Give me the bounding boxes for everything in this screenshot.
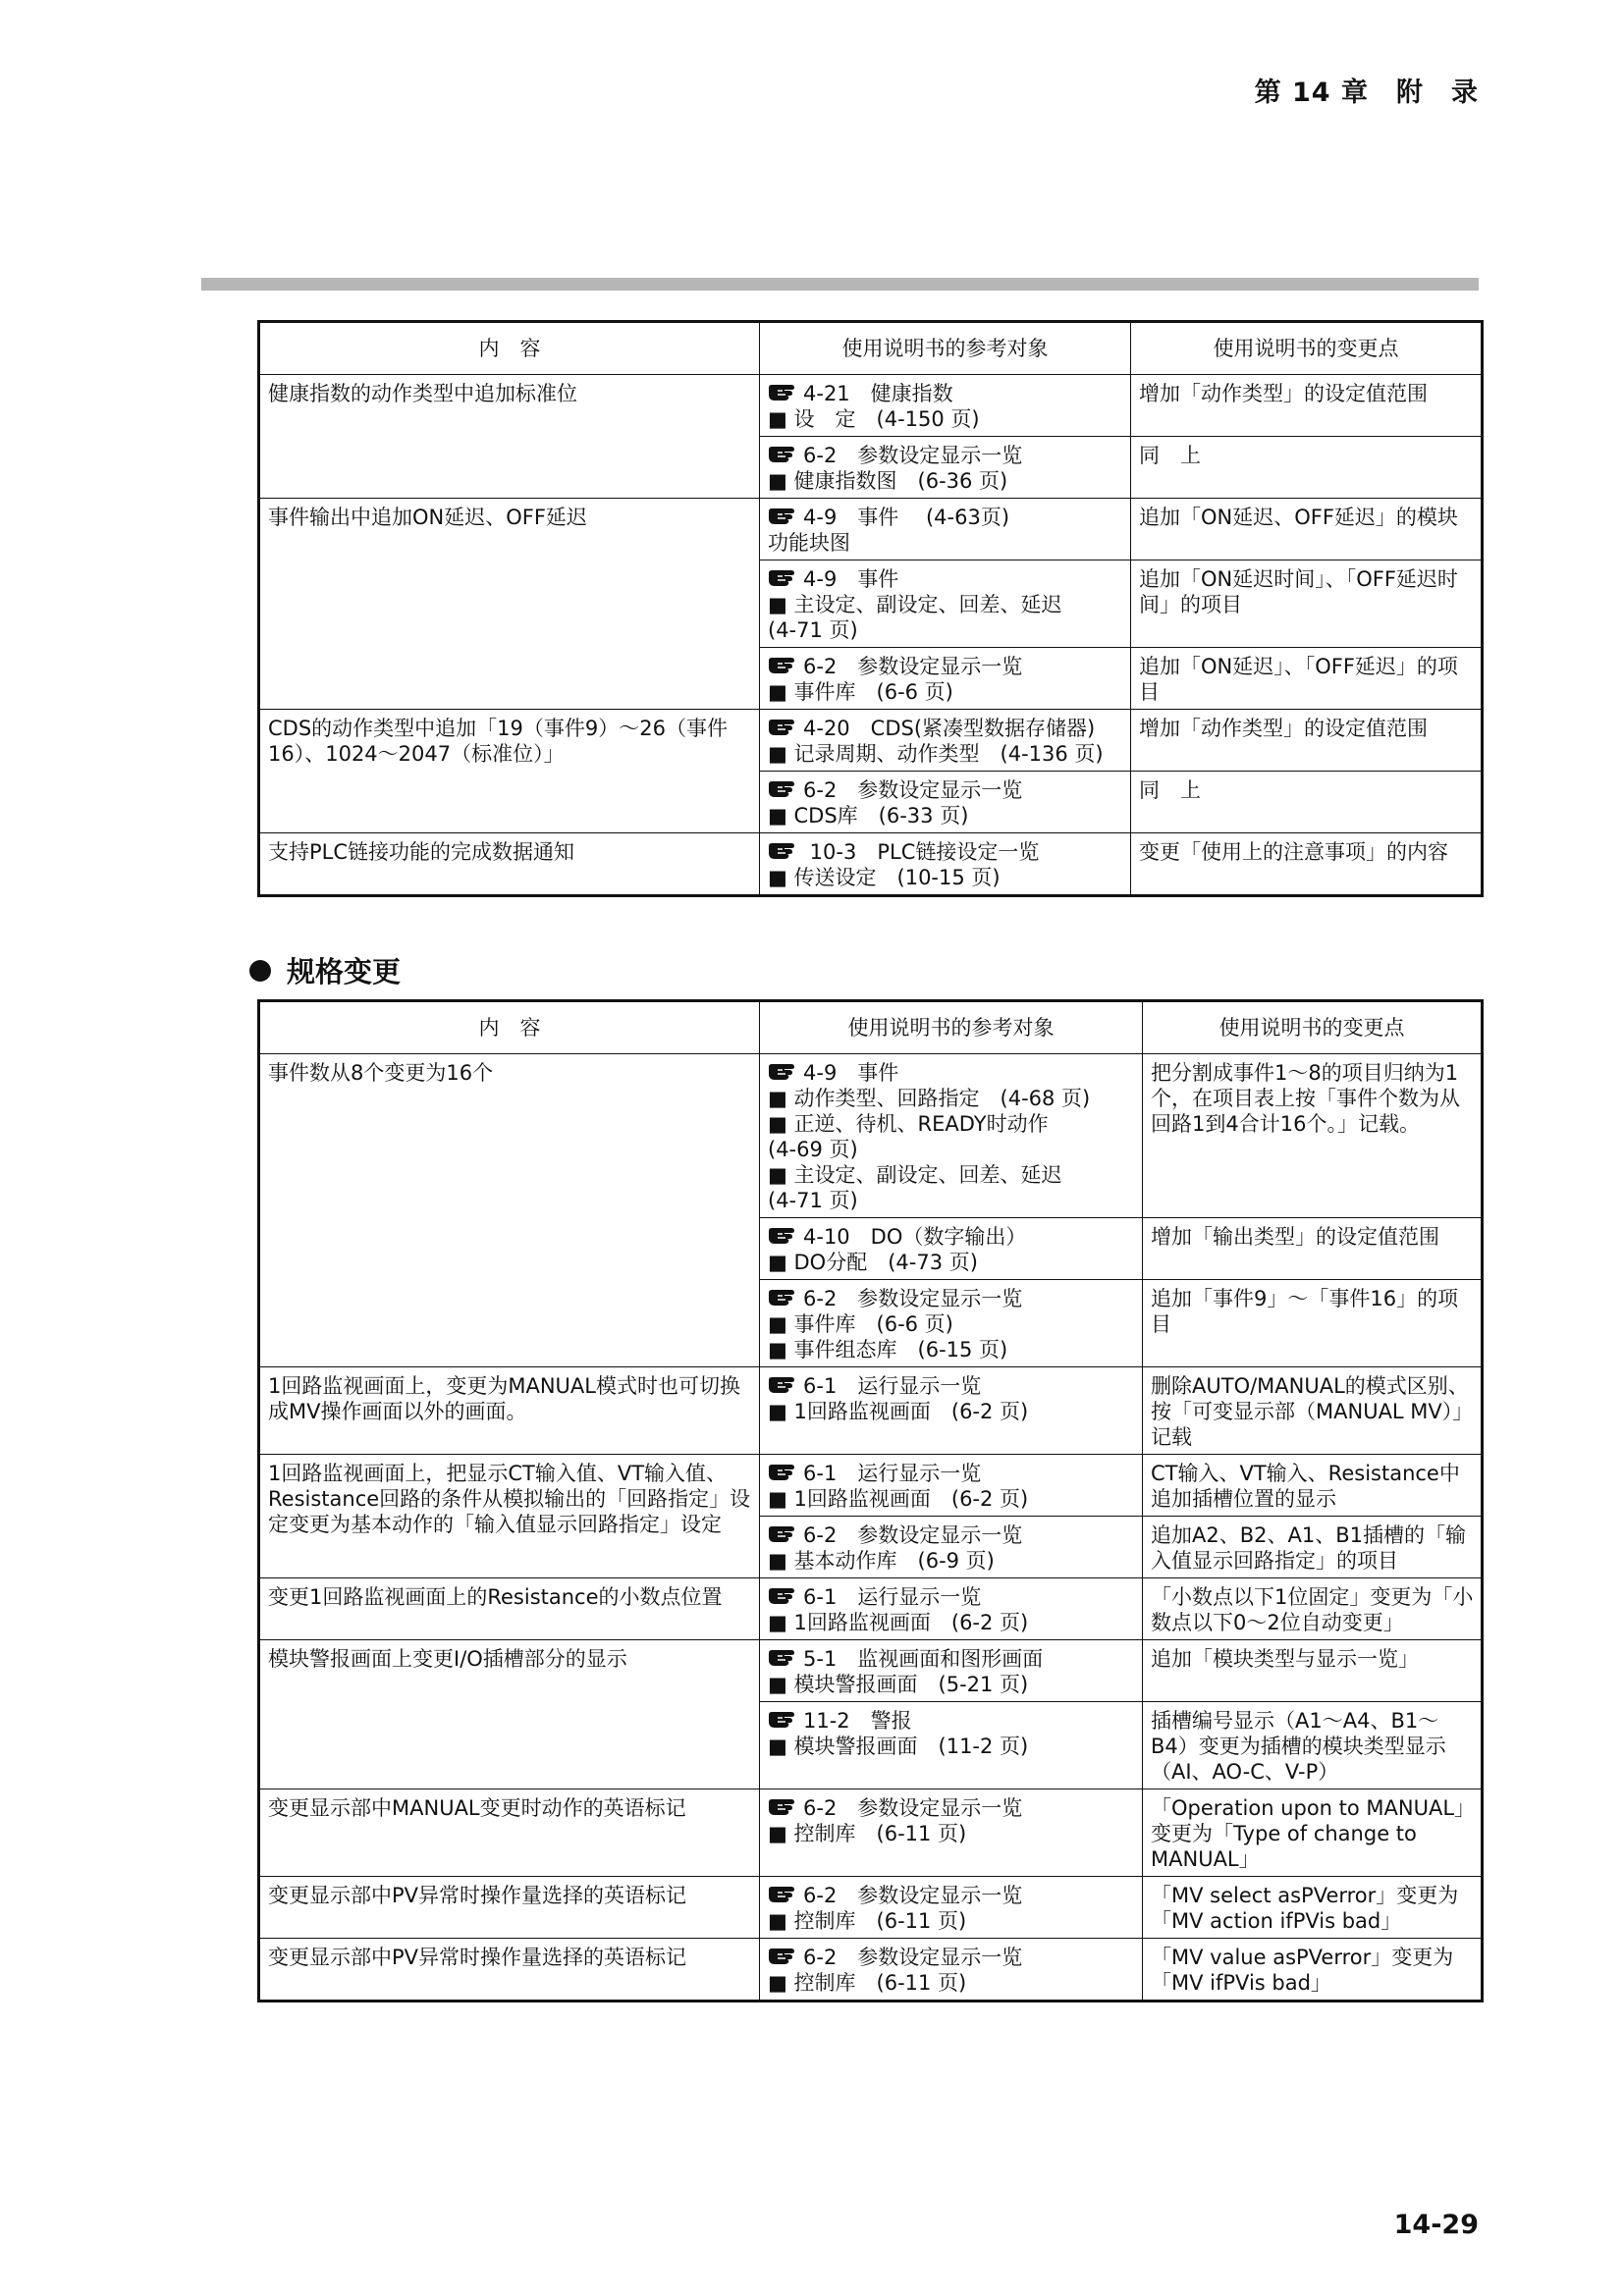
reference-cell (760, 499, 1131, 561)
reference-line (768, 716, 1124, 741)
content-cell: 变更显示部中PV异常时操作量选择的英语标记 (259, 1939, 760, 2002)
reference-cell (760, 833, 1131, 896)
reference-line (768, 443, 1124, 468)
reference-line: ■ 1回路监视画面 (6-2 页) (768, 1611, 1029, 1634)
reference-cell (760, 1367, 1143, 1455)
reference-line (768, 1945, 1136, 1970)
reference-cell (760, 1280, 1143, 1367)
table-row (259, 1877, 1483, 1939)
table-row (259, 1578, 1483, 1640)
reference-line: ■ 基本动作库 (6-9 页) (768, 1549, 995, 1573)
reference-text: 6-2 参数设定显示一览 (803, 655, 1023, 678)
change-cell: 变更「使用上的注意事项」的内容 (1131, 833, 1483, 896)
reference-text: 6-2 参数设定显示一览 (803, 1287, 1023, 1310)
change-cell: CT输入、VT输入、Resistance中追加插槽位置的显示 (1143, 1455, 1483, 1517)
reference-line: ■ 事件库 (6-6 页) (768, 1312, 953, 1336)
header-change: 使用说明书的变更点 (1143, 1001, 1483, 1054)
reference-cell (760, 375, 1131, 437)
change-cell: 插槽编号显示（A1～A4、B1～B4）变更为插槽的模块类型显示（AI、AO-C、V-P） (1143, 1702, 1483, 1789)
reference-line (768, 505, 1124, 530)
bullet-icon (249, 960, 271, 982)
reference-line (768, 1522, 1136, 1548)
pointing-hand-icon (768, 382, 801, 403)
section-heading (249, 950, 401, 990)
header-content: 内 容 (259, 1001, 760, 1054)
pointing-hand-icon (768, 1287, 801, 1308)
header-content: 内 容 (259, 322, 760, 375)
reference-text: 6-1 运行显示一览 (803, 1585, 982, 1609)
table-row (259, 1789, 1483, 1877)
section-title: 规格变更 (287, 955, 402, 988)
reference-cell (760, 1939, 1143, 2002)
reference-text: 4-21 健康指数 (803, 382, 953, 405)
reference-line: ■ 模块警报画面 (11-2 页) (768, 1735, 1029, 1758)
reference-line: ■ 事件库 (6-6 页) (768, 680, 953, 704)
pointing-hand-icon (768, 1946, 801, 1967)
table2-body (259, 1054, 1483, 2002)
pointing-hand-icon (768, 840, 801, 862)
reference-line: ■ 事件组态库 (6-15 页) (768, 1338, 1008, 1362)
change-cell: 追加「ON延迟、OFF延迟」的模块 (1131, 499, 1483, 561)
reference-text: 4-20 CDS(紧凑型数据存储器) (803, 717, 1096, 740)
content-cell: 事件输出中追加ON延迟、OFF延迟 (259, 499, 760, 710)
reference-line (768, 777, 1124, 803)
change-cell: 「MV select asPVerror」变更为「MV action ifPVis bad」 (1143, 1877, 1483, 1939)
reference-line: (4-69 页) (768, 1138, 858, 1161)
pointing-hand-icon (768, 1462, 801, 1483)
reference-cell (760, 710, 1131, 772)
table-row (259, 1939, 1483, 2002)
revision-table-2 (257, 999, 1484, 2002)
change-cell: 追加「ON延迟」、「OFF延迟」的项目 (1131, 648, 1483, 710)
pointing-hand-icon (768, 1523, 801, 1545)
reference-line: ■ CDS库 (6-33 页) (768, 804, 969, 828)
reference-cell (760, 1640, 1143, 1702)
pointing-hand-icon (768, 444, 801, 465)
pointing-hand-icon (768, 1225, 801, 1247)
table-row (259, 710, 1483, 772)
table-row (259, 1640, 1483, 1702)
content-cell: 变更1回路监视画面上的Resistance的小数点位置 (259, 1578, 760, 1640)
header-rule (201, 278, 1479, 291)
revision-table-1 (257, 320, 1484, 897)
reference-line (768, 1795, 1136, 1821)
header-change: 使用说明书的变更点 (1131, 322, 1483, 375)
reference-line: ■ 主设定、副设定、回差、延迟 (768, 593, 1062, 616)
reference-cell (760, 1789, 1143, 1877)
content-cell: 1回路监视画面上，把显示CT输入值、VT输入值、Resistance回路的条件从模拟输出的「回路指定」设定变更为基本动作的「输入值显示回路指定」设定 (259, 1455, 760, 1578)
reference-line (768, 1708, 1136, 1734)
change-cell: 「小数点以下1位固定」变更为「小数点以下0～2位自动变更」 (1143, 1578, 1483, 1640)
reference-cell (760, 1877, 1143, 1939)
table-row (259, 1455, 1483, 1517)
pointing-hand-icon (768, 1647, 801, 1669)
pointing-hand-icon (768, 567, 801, 589)
reference-line: ■ 主设定、副设定、回差、延迟 (768, 1163, 1062, 1187)
reference-line: ■ 1回路监视画面 (6-2 页) (768, 1400, 1029, 1423)
reference-line: ■ 控制库 (6-11 页) (768, 1909, 967, 1933)
reference-line: 功能块图 (768, 531, 850, 555)
table-header-row (259, 322, 1483, 375)
pointing-hand-icon (768, 1061, 801, 1083)
table1-body (259, 375, 1483, 896)
reference-line: ■ DO分配 (4-73 页) (768, 1251, 978, 1274)
reference-line: ■ 设 定 (4-150 页) (768, 407, 980, 431)
change-cell: 删除AUTO/MANUAL的模式区别、按「可变显示部（MANUAL MV）」记载 (1143, 1367, 1483, 1455)
content-cell: 支持PLC链接功能的完成数据通知 (259, 833, 760, 896)
reference-line: (4-71 页) (768, 1189, 858, 1212)
reference-line: ■ 控制库 (6-11 页) (768, 1822, 967, 1845)
change-cell: 增加「动作类型」的设定值范围 (1131, 710, 1483, 772)
pointing-hand-icon (768, 778, 801, 800)
pointing-hand-icon (768, 1585, 801, 1607)
reference-line (768, 566, 1124, 592)
reference-text: 11-2 警报 (803, 1709, 912, 1733)
change-cell: 同 上 (1131, 772, 1483, 833)
reference-cell (760, 561, 1131, 648)
change-cell: 把分割成事件1～8的项目归纳为1个，在项目表上按「事件个数为从回路1到4合计16个。」记载。 (1143, 1054, 1483, 1218)
change-cell: 追加A2、B2、A1、B1插槽的「输入值显示回路指定」的项目 (1143, 1517, 1483, 1578)
change-cell: 追加「模块类型与显示一览」 (1143, 1640, 1483, 1702)
table-header-row (259, 1001, 1483, 1054)
reference-line (768, 1461, 1136, 1486)
table-row (259, 499, 1483, 561)
pointing-hand-icon (768, 1374, 801, 1396)
pointing-hand-icon (768, 717, 801, 738)
reference-text: 6-2 参数设定显示一览 (803, 1946, 1023, 1969)
content-cell: 事件数从8个变更为16个 (259, 1054, 760, 1367)
content-cell: CDS的动作类型中追加「19（事件9）～26（事件16）、1024～2047（标准位）」 (259, 710, 760, 833)
reference-line (768, 654, 1124, 679)
reference-text: 6-1 运行显示一览 (803, 1374, 982, 1398)
content-cell: 1回路监视画面上，变更为MANUAL模式时也可切换成MV操作画面以外的画面。 (259, 1367, 760, 1455)
change-cell: 追加「事件9」～「事件16」的项目 (1143, 1280, 1483, 1367)
content-cell: 模块警报画面上变更I/O插槽部分的显示 (259, 1640, 760, 1789)
reference-text: 10-3 PLC链接设定一览 (803, 840, 1040, 864)
header-reference: 使用说明书的参考对象 (760, 1001, 1143, 1054)
page-number: 14-29 (1393, 2210, 1479, 2240)
table-row (259, 1367, 1483, 1455)
content-cell: 变更显示部中MANUAL变更时动作的英语标记 (259, 1789, 760, 1877)
reference-line (768, 839, 1124, 865)
pointing-hand-icon (768, 655, 801, 676)
reference-text: 6-2 参数设定显示一览 (803, 444, 1023, 467)
reference-line: ■ 控制库 (6-11 页) (768, 1971, 967, 1995)
change-cell: 同 上 (1131, 437, 1483, 499)
reference-text: 4-9 事件 (803, 567, 899, 591)
pointing-hand-icon (768, 506, 801, 527)
reference-cell (760, 1218, 1143, 1280)
table-row (259, 1054, 1483, 1218)
reference-text: 6-2 参数设定显示一览 (803, 1796, 1023, 1820)
change-cell: 「MV value asPVerror」变更为「MV ifPVis bad」 (1143, 1939, 1483, 2002)
header-reference: 使用说明书的参考对象 (760, 322, 1131, 375)
reference-line (768, 1584, 1136, 1610)
change-cell: 增加「输出类型」的设定值范围 (1143, 1218, 1483, 1280)
reference-line: ■ 动作类型、回路指定 (4-68 页) (768, 1087, 1091, 1110)
reference-text: 6-2 参数设定显示一览 (803, 1884, 1023, 1907)
change-cell: 增加「动作类型」的设定值范围 (1131, 375, 1483, 437)
reference-line: ■ 模块警报画面 (5-21 页) (768, 1673, 1029, 1696)
reference-line (768, 1224, 1136, 1250)
table-row (259, 833, 1483, 896)
content-cell: 健康指数的动作类型中追加标准位 (259, 375, 760, 499)
pointing-hand-icon (768, 1709, 801, 1731)
reference-line: ■ 传送设定 (10-15 页) (768, 866, 1001, 889)
reference-cell (760, 1517, 1143, 1578)
reference-line (768, 1286, 1136, 1311)
reference-line: ■ 健康指数图 (6-36 页) (768, 469, 1008, 493)
reference-line: ■ 记录周期、动作类型 (4-136 页) (768, 742, 1104, 766)
reference-cell (760, 1455, 1143, 1517)
reference-cell (760, 437, 1131, 499)
reference-line (768, 1646, 1136, 1672)
reference-cell (760, 1054, 1143, 1218)
chapter-header: 第 14 章 附 录 (1254, 78, 1479, 108)
content-cell: 变更显示部中PV异常时操作量选择的英语标记 (259, 1877, 760, 1939)
reference-cell (760, 772, 1131, 833)
reference-line (768, 1060, 1136, 1086)
reference-line (768, 1373, 1136, 1399)
reference-line (768, 1883, 1136, 1908)
reference-text: 4-9 事件 (803, 1061, 899, 1085)
reference-cell (760, 648, 1131, 710)
reference-line (768, 381, 1124, 406)
reference-cell (760, 1578, 1143, 1640)
reference-line: ■ 1回路监视画面 (6-2 页) (768, 1487, 1029, 1511)
pointing-hand-icon (768, 1884, 801, 1905)
reference-line: ■ 正逆、待机、READY时动作 (768, 1112, 1049, 1136)
table-row (259, 375, 1483, 437)
change-cell: 「Operation upon to MANUAL」变更为「Type of change to MANUAL」 (1143, 1789, 1483, 1877)
reference-line: (4-71 页) (768, 618, 858, 642)
reference-text: 6-2 参数设定显示一览 (803, 1523, 1023, 1547)
reference-text: 5-1 监视画面和图形画面 (803, 1647, 1044, 1671)
pointing-hand-icon (768, 1796, 801, 1818)
reference-text: 6-2 参数设定显示一览 (803, 778, 1023, 802)
reference-text: 4-9 事件 (4-63页) (803, 506, 1010, 529)
reference-cell (760, 1702, 1143, 1789)
reference-text: 6-1 运行显示一览 (803, 1462, 982, 1485)
change-cell: 追加「ON延迟时间」、「OFF延迟时间」的项目 (1131, 561, 1483, 648)
reference-text: 4-10 DO（数字输出） (803, 1225, 1027, 1249)
